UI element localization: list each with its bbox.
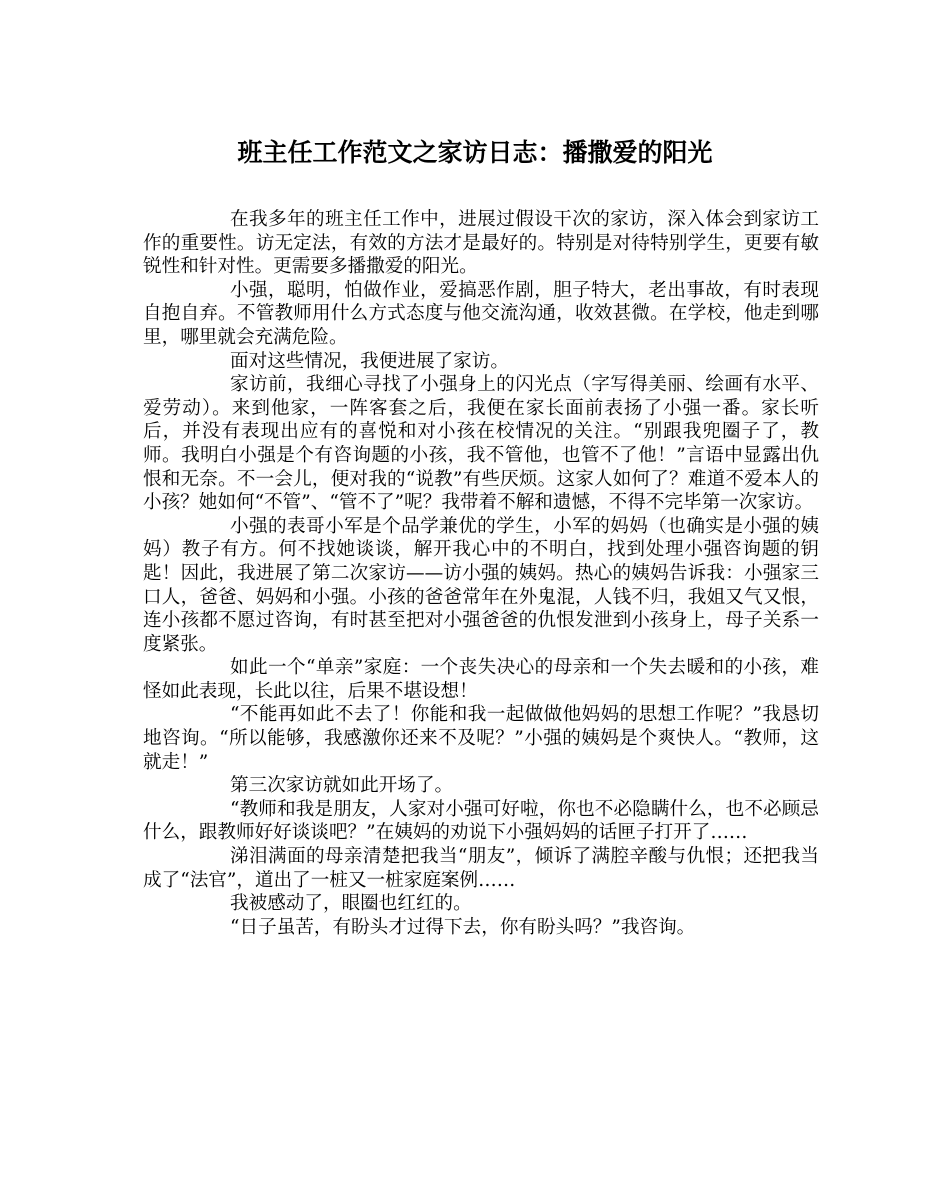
paragraph: 小强的表哥小军是个品学兼优的学生，小军的妈妈（也确实是小强的姨妈）教子有方。何不找她谈谈，解开我心中的不明白，找到处理小强咨询题的钥匙！因此，我进展了第二次家访——访小强的姨妈。热心的姨妈告诉我：小强家三口人，爸爸、妈妈和小强。小孩的爸爸常年在外鬼混，人钱不归，我姐又气又恨，连小孩都不愿过咨询，有时甚至把对小强爸爸的仇恨发泄到小孩身上，母子关系一度紧张。 [143, 515, 819, 655]
paragraph: 在我多年的班主任工作中，进展过假设干次的家访，深入体会到家访工作的重要性。访无定法，有效的方法才是最好的。特别是对待特别学生，更要有敏锐性和针对性。更需要多播撒爱的阳光。 [143, 209, 819, 278]
paragraph: 家访前，我细心寻找了小强身上的闪光点（字写得美丽、绘画有水平、爱劳动）。来到他家，一阵客套之后，我便在家长面前表扬了小强一番。家长听后，并没有表现出应有的喜悦和对小孩在校情况的关注。“别跟我兜圈子了，教师。我明白小强是个有咨询题的小孩，我不管他，也管不了他！”言语中显露出仇恨和无奈。不一会儿，便对我的“说教”有些厌烦。这家人如何了？难道不爱本人的小孩？她如何“不管”、“管不了”呢？我带着不解和遗憾，不得不完毕第一次家访。 [143, 374, 819, 514]
paragraph: 如此一个“单亲”家庭：一个丧失决心的母亲和一个失去暖和的小孩，难怪如此表现，长此以往，后果不堪设想！ [143, 657, 819, 702]
paragraph: 面对这些情况，我便进展了家访。 [230, 350, 509, 372]
document-title: 班主任工作范文之家访日志：播撒爱的阳光 [237, 138, 713, 167]
paragraph: “教师和我是朋友，人家对小强可好啦，你也不必隐瞒什么，也不必顾忌什么，跟教师好好谈谈吧？”在姨妈的劝说下小强妈妈的话匣子打开了…… [143, 798, 819, 844]
paragraph: 涕泪满面的母亲清楚把我当“朋友”，倾诉了满腔辛酸与仇恨；还把我当成了“法官”，道出了一桩又一桩家庭案例…… [143, 846, 819, 891]
paragraph: 我被感动了，眼圈也红红的。 [230, 893, 472, 915]
paragraph: “日子虽苦，有盼头才过得下去，你有盼头吗？”我咨询。 [230, 916, 696, 938]
paragraph: 第三次家访就如此开场了。 [230, 775, 454, 797]
paragraph: 小强，聪明，怕做作业，爱搞恶作剧，胆子特大，老出事故，有时表现自抱自弃。不管教师用什么方式态度与他交流沟通，收效甚微。在学校，他走到哪里，哪里就会充满危险。 [143, 279, 819, 348]
paragraph: “不能再如此不去了！你能和我一起做做他妈妈的思想工作呢？”我恳切地咨询。“所以能够，我感激你还来不及呢？”小强的姨妈是个爽快人。“教师，这就走！” [143, 704, 819, 773]
document-body [143, 208, 819, 939]
